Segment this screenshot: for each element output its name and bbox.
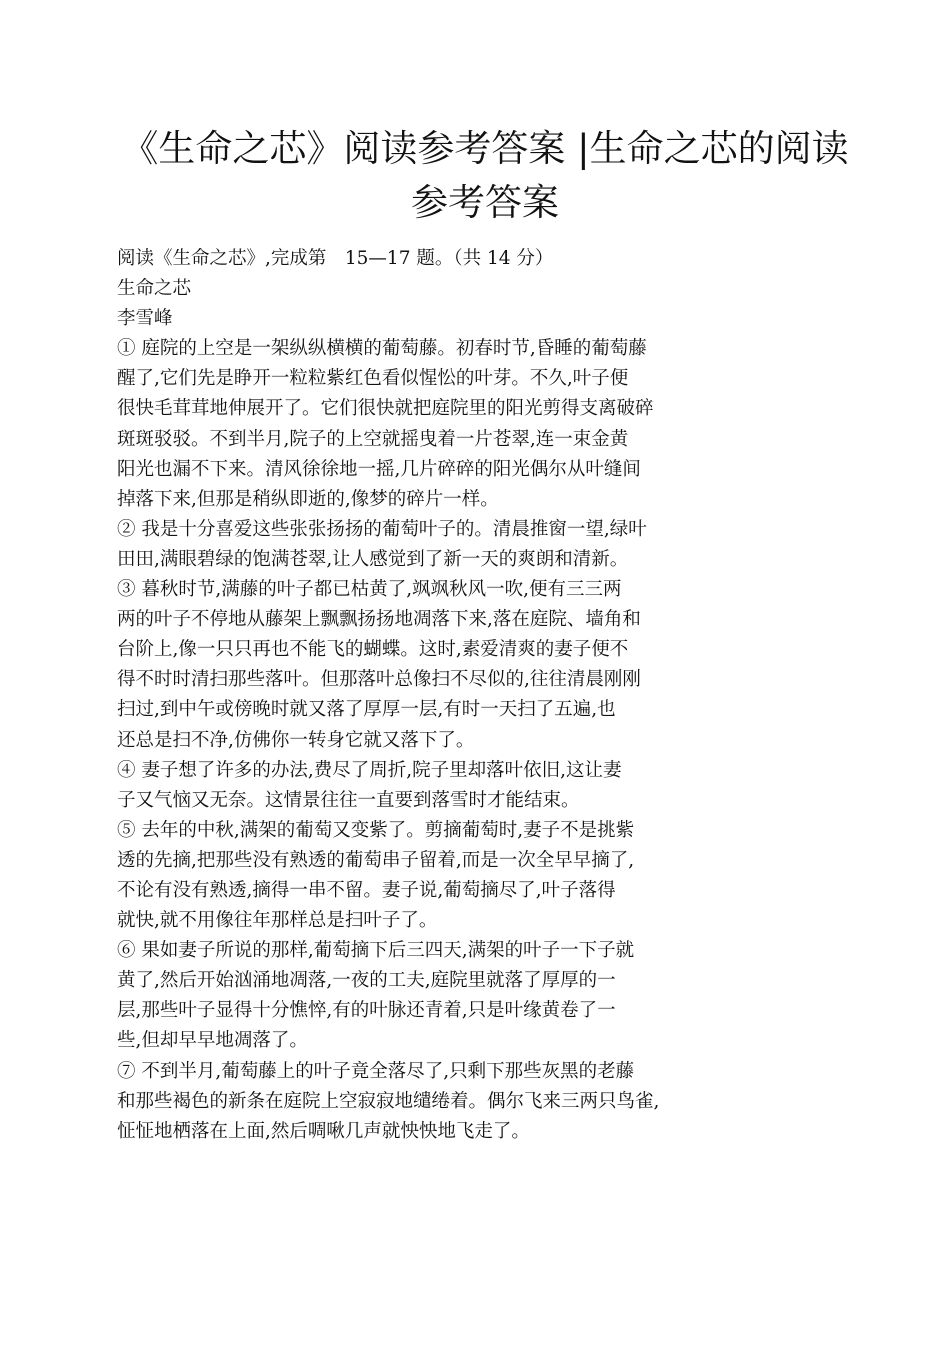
text-line: ① 庭院的上空是一架纵纵横横的葡萄藤。初春时节,昏睡的葡萄藤: [117, 338, 647, 360]
document-title: [60, 122, 910, 230]
text-line: 层,那些叶子显得十分憔悴,有的叶脉还青着,只是叶缘黄卷了一: [117, 1000, 616, 1022]
text-line: 阳光也漏不下来。清风徐徐地一摇,几片碎碎的阳光偶尔从叶缝间: [117, 458, 641, 480]
text-line: ⑦ 不到半月,葡萄藤上的叶子竟全落尽了,只剩下那些灰黑的老藤: [117, 1060, 635, 1082]
text-line: 些,但却早早地凋落了。: [117, 1030, 308, 1052]
text-line: 子又气恼又无奈。这情景往往一直要到落雪时才能结束。: [117, 789, 580, 811]
text-line: ⑥ 果如妻子所说的那样,葡萄摘下后三四天,满架的叶子一下子就: [117, 940, 635, 962]
text-line: ⑤ 去年的中秋,满架的葡萄又变紫了。剪摘葡萄时,妻子不是挑紫: [117, 819, 635, 841]
text-line: 得不时时清扫那些落叶。但那落叶总像扫不尽似的,往往清晨刚刚: [117, 669, 641, 691]
intro-line: 阅读《生命之芯》,完成第 15—17 题。（共 14 分）: [117, 248, 554, 269]
text-line: 怔怔地栖落在上面,然后啁啾几声就怏怏地飞走了。: [117, 1120, 530, 1142]
text-line: 醒了,它们先是睁开一粒粒紫红色看似惺忪的叶芽。不久,叶子便: [117, 368, 629, 390]
text-line: 扫过,到中午或傍晚时就又落了厚厚一层,有时一天扫了五遍,也: [117, 699, 616, 721]
text-line: 透的先摘,把那些没有熟透的葡萄串子留着,而是一次全早早摘了,: [117, 849, 635, 871]
text-line: 不论有没有熟透,摘得一串不留。妻子说,葡萄摘尽了,叶子落得: [117, 879, 616, 901]
text-line: 很快毛茸茸地伸展开了。它们很快就把庭院里的阳光剪得支离破碎: [117, 398, 654, 420]
author-name: 李雪峰: [117, 308, 173, 330]
article-title: 生命之芯: [117, 278, 192, 300]
text-line: 斑斑驳驳。不到半月,院子的上空就摇曳着一片苍翠,连一束金黄: [117, 428, 629, 450]
text-line: 就快,就不用像往年那样总是扫叶子了。: [117, 910, 438, 932]
text-line: ③ 暮秋时节,满藤的叶子都已枯黄了,飒飒秋风一吹,便有三三两: [117, 579, 622, 601]
text-line: 和那些褐色的新条在庭院上空寂寂地缱绻着。偶尔飞来三两只鸟雀,: [117, 1090, 660, 1112]
text-line: 田田,满眼碧绿的饱满苍翠,让人感觉到了新一天的爽朗和清新。: [117, 548, 629, 570]
title-line-1: 《生命之芯》阅读参考答案 |生命之芯的阅读: [121, 127, 849, 170]
text-line: ④ 妻子想了许多的办法,费尽了周折,院子里却落叶依旧,这让妻: [117, 759, 622, 781]
text-line: 两的叶子不停地从藤架上飘飘扬扬地凋落下来,落在庭院、墙角和: [117, 609, 641, 631]
text-line: 掉落下来,但那是稍纵即逝的,像梦的碎片一样。: [117, 488, 499, 510]
text-line: ② 我是十分喜爱这些张张扬扬的葡萄叶子的。清晨推窗一望,绿叶: [117, 518, 647, 540]
text-line: 还总是扫不净,仿佛你一转身它就又落下了。: [117, 729, 475, 751]
title-line-2: 参考答案: [411, 181, 559, 224]
text-line: 台阶上,像一只只再也不能飞的蝴蝶。这时,素爱清爽的妻子便不: [117, 639, 629, 661]
document-body: [117, 244, 837, 1147]
text-line: 黄了,然后开始汹涌地凋落,一夜的工夫,庭院里就落了厚厚的一: [117, 970, 616, 992]
